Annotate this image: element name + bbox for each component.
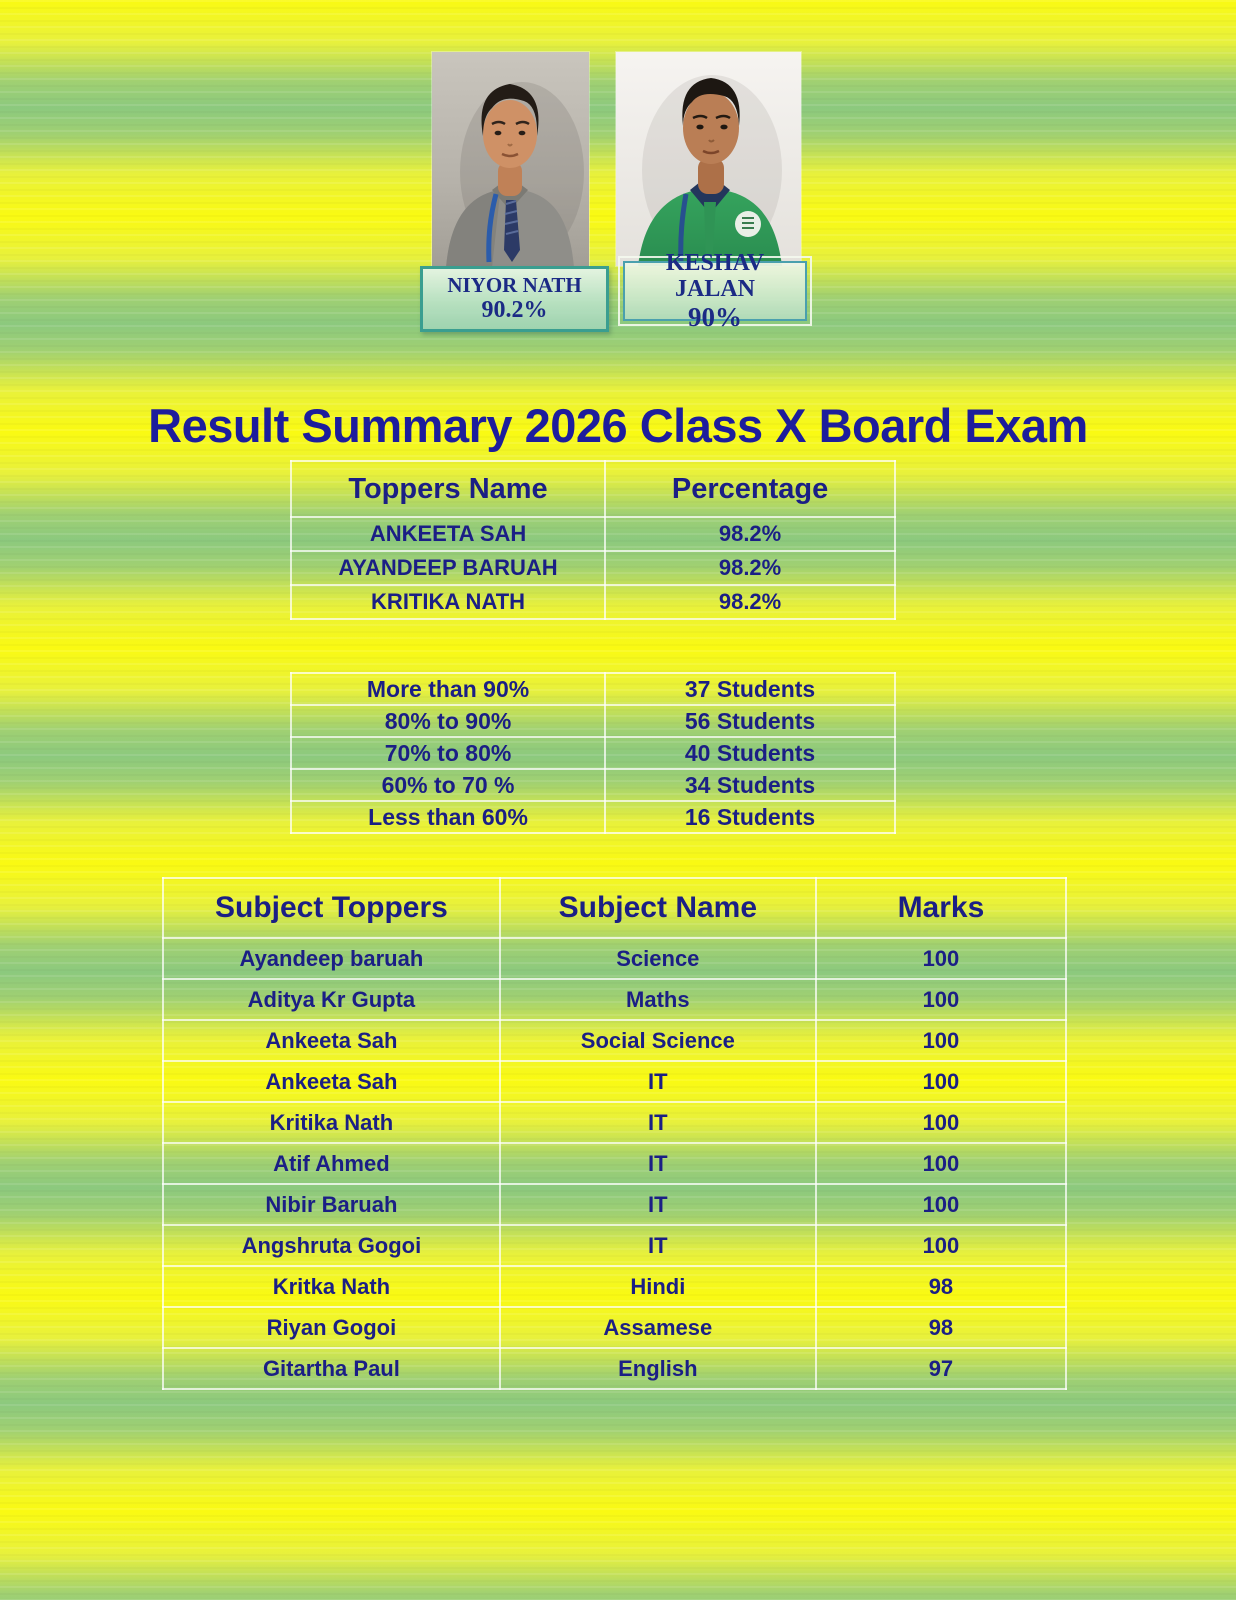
subject-topper-cell: Angshruta Gogoi	[163, 1225, 500, 1266]
student-percentage: 90.2%	[481, 297, 548, 324]
table-row	[163, 1225, 1066, 1266]
student-count-cell: 40 Students	[605, 737, 895, 769]
table-row	[291, 673, 895, 705]
table-row	[163, 1143, 1066, 1184]
subject-topper-cell: Gitartha Paul	[163, 1348, 500, 1389]
marks-cell: 100	[816, 938, 1066, 979]
score-range-cell: 80% to 90%	[291, 705, 605, 737]
topper-percentage-cell: 98.2%	[605, 551, 895, 585]
subject-toppers-header: Subject Toppers	[163, 878, 500, 938]
toppers-table	[290, 460, 896, 620]
table-row	[291, 737, 895, 769]
percentage-header: Percentage	[605, 461, 895, 517]
topper-nameplate-keshav	[623, 249, 807, 332]
marks-cell: 98	[816, 1307, 1066, 1348]
subject-topper-cell: Ankeeta Sah	[163, 1020, 500, 1061]
marks-cell: 98	[816, 1266, 1066, 1307]
table-row	[163, 1184, 1066, 1225]
topper-nameplate-niyor	[420, 266, 609, 332]
subject-topper-cell: Kritika Nath	[163, 1102, 500, 1143]
score-range-cell: 70% to 80%	[291, 737, 605, 769]
subject-name-cell: IT	[500, 1061, 816, 1102]
subject-topper-cell: Aditya Kr Gupta	[163, 979, 500, 1020]
subject-topper-cell: Nibir Baruah	[163, 1184, 500, 1225]
marks-cell: 100	[816, 1225, 1066, 1266]
table-row	[291, 801, 895, 833]
table-row	[291, 585, 895, 619]
subject-name-cell: Maths	[500, 979, 816, 1020]
topper-name-cell: ANKEETA SAH	[291, 517, 605, 551]
topper-percentage-cell: 98.2%	[605, 517, 895, 551]
subject-topper-cell: Atif Ahmed	[163, 1143, 500, 1184]
student-photo-keshav	[616, 52, 801, 266]
subject-name-cell: IT	[500, 1143, 816, 1184]
subject-topper-cell: Ayandeep baruah	[163, 938, 500, 979]
table-row	[291, 517, 895, 551]
subject-topper-cell: Kritka Nath	[163, 1266, 500, 1307]
table-row	[163, 1020, 1066, 1061]
portrait-boy-green-polo-icon	[616, 52, 801, 266]
score-distribution-table	[290, 672, 896, 834]
student-count-cell: 34 Students	[605, 769, 895, 801]
score-range-cell: 60% to 70 %	[291, 769, 605, 801]
student-count-cell: 16 Students	[605, 801, 895, 833]
portrait-boy-grey-shirt-icon	[432, 52, 589, 268]
topper-nameplate-keshav-frame	[618, 249, 812, 332]
table-row	[291, 769, 895, 801]
subject-name-cell: Hindi	[500, 1266, 816, 1307]
subject-header-row	[163, 878, 1066, 938]
table-row	[163, 979, 1066, 1020]
table-row	[163, 1307, 1066, 1348]
score-range-cell: Less than 60%	[291, 801, 605, 833]
subject-name-cell: Science	[500, 938, 816, 979]
table-row	[163, 1102, 1066, 1143]
marks-header: Marks	[816, 878, 1066, 938]
subject-topper-cell: Riyan Gogoi	[163, 1307, 500, 1348]
student-photo-niyor	[432, 52, 589, 268]
table-row	[291, 705, 895, 737]
subject-topper-cell: Ankeeta Sah	[163, 1061, 500, 1102]
page-title: Result Summary 2026 Class X Board Exam	[148, 399, 1088, 452]
student-name: KESHAV JALAN	[665, 249, 765, 303]
subject-toppers-table	[162, 877, 1067, 1390]
table-row	[163, 1348, 1066, 1389]
subject-name-cell: Social Science	[500, 1020, 816, 1061]
subject-name-header: Subject Name	[500, 878, 816, 938]
marks-cell: 100	[816, 1102, 1066, 1143]
student-count-cell: 56 Students	[605, 705, 895, 737]
marks-cell: 100	[816, 1061, 1066, 1102]
marks-cell: 100	[816, 1184, 1066, 1225]
table-row	[163, 1266, 1066, 1307]
topper-name-cell: AYANDEEP BARUAH	[291, 551, 605, 585]
table-row	[291, 551, 895, 585]
subject-name-cell: English	[500, 1348, 816, 1389]
marks-cell: 100	[816, 979, 1066, 1020]
student-percentage: 90%	[688, 301, 742, 332]
marks-cell: 100	[816, 1020, 1066, 1061]
marks-cell: 97	[816, 1348, 1066, 1389]
table-row	[163, 1061, 1066, 1102]
table-row	[163, 938, 1066, 979]
topper-name-cell: KRITIKA NATH	[291, 585, 605, 619]
subject-name-cell: IT	[500, 1225, 816, 1266]
subject-name-cell: IT	[500, 1102, 816, 1143]
student-name: NIYOR NATH	[447, 273, 582, 298]
topper-percentage-cell: 98.2%	[605, 585, 895, 619]
score-range-cell: More than 90%	[291, 673, 605, 705]
toppers-header-row	[291, 461, 895, 517]
toppers-name-header: Toppers Name	[291, 461, 605, 517]
subject-name-cell: IT	[500, 1184, 816, 1225]
marks-cell: 100	[816, 1143, 1066, 1184]
student-count-cell: 37 Students	[605, 673, 895, 705]
subject-name-cell: Assamese	[500, 1307, 816, 1348]
